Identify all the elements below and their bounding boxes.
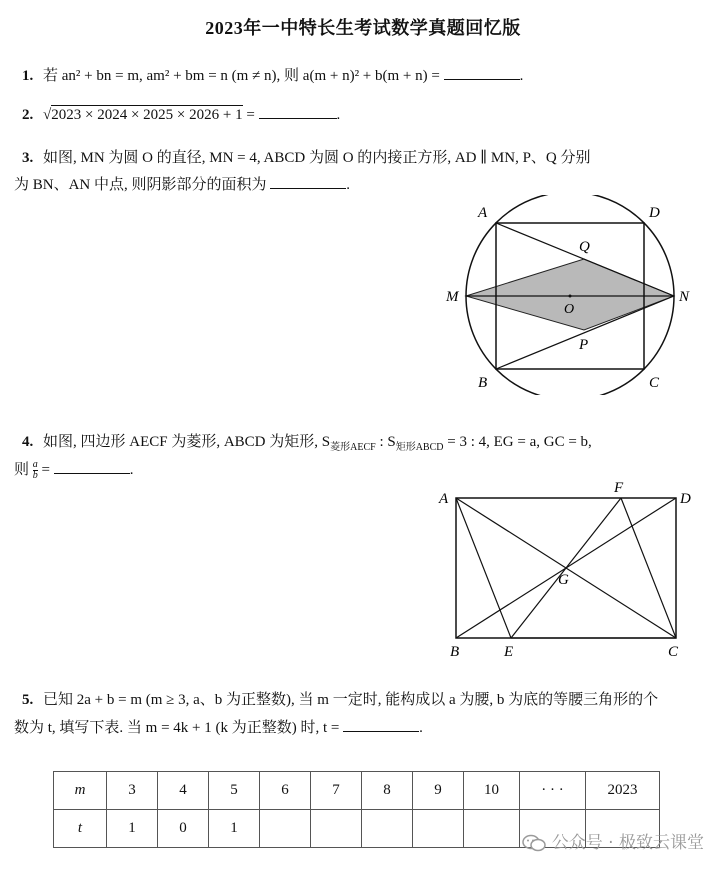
question-2: 2. √2023 × 2024 × 2025 × 2026 + 1 = .: [22, 104, 340, 124]
question-number: 4.: [22, 434, 34, 450]
question-text: 已知 2a + b = m (m ≥ 3, a、b 为正整数), 当 m 一定时, 能构成以 a 为腰, b 为底的等腰三角形的个: [43, 692, 659, 708]
question-1: 1. 若 an² + bn = m, am² + bm = n (m ≠ n), 则 a(m + n)² + b(m + n) = .: [22, 64, 523, 85]
table-cell: [311, 810, 362, 848]
table-cell: 1: [209, 810, 260, 848]
question-text: 如图, MN 为圆 O 的直径, MN = 4, ABCD 为圆 O 的内接正方形, AD ∥ MN, P、Q 分别: [43, 150, 591, 166]
table-cell: 9: [413, 772, 464, 810]
label-m: M: [446, 289, 459, 305]
question-5-line-1: [22, 688, 658, 709]
table-cell: 5: [209, 772, 260, 810]
table-cell: 8: [362, 772, 413, 810]
segment-ae: [456, 498, 511, 638]
answer-blank: [444, 65, 520, 80]
label-p: P: [579, 337, 589, 353]
table-cell: [464, 810, 520, 848]
circle-square-figure: [436, 195, 706, 395]
table-cell: [260, 810, 311, 848]
watermark: [522, 828, 704, 853]
question-3-line-2: 为 BN、AN 中点, 则阴影部分的面积为 .: [14, 173, 350, 194]
label-n: N: [679, 289, 690, 305]
label-d: D: [680, 491, 691, 507]
label-o: O: [564, 302, 575, 317]
answer-blank: [259, 104, 337, 119]
answer-blank: [270, 174, 346, 189]
sqrt-sign: √: [43, 107, 52, 123]
answer-blank: [54, 459, 130, 474]
table-cell: [413, 810, 464, 848]
label-a: A: [478, 205, 488, 221]
label-e: E: [504, 644, 514, 660]
subscript-rhombus: 菱形AECF: [330, 442, 376, 453]
question-number: 5.: [22, 692, 34, 708]
question-number: 2.: [22, 107, 34, 123]
watermark-text: 公众号 · 极致云课堂: [551, 833, 704, 853]
label-a: A: [439, 491, 449, 507]
question-3-line-1: [22, 146, 591, 167]
question-number: 3.: [22, 150, 34, 166]
question-text: 为 BN、AN 中点, 则阴影部分的面积为: [14, 177, 267, 193]
label-d: D: [649, 205, 660, 221]
page-title: 2023年一中特长生考试数学真题回忆版: [205, 18, 521, 38]
wechat-icon: [522, 834, 546, 852]
table-cell: 2023: [586, 772, 660, 810]
question-number: 1.: [22, 68, 34, 84]
label-c: C: [649, 375, 660, 391]
rectangle-rhombus-figure: [436, 476, 706, 666]
table-cell: 0: [158, 810, 209, 848]
table-cell: 3: [107, 772, 158, 810]
answer-blank: [343, 717, 419, 732]
table-cell: · · ·: [520, 772, 586, 810]
question-text: 数为 t, 填写下表. 当 m = 4k + 1 (k 为正整数) 时, t =: [14, 720, 340, 736]
label-b: B: [450, 644, 460, 660]
label-q: Q: [579, 239, 590, 255]
fraction-a-over-b: $\frac{a}{b}$: [32, 459, 38, 482]
label-b: B: [478, 375, 488, 391]
table-cell: 1: [107, 810, 158, 848]
question-4-line-2: 则 $\frac{a}{b}$ = .: [14, 459, 134, 482]
label-f: F: [614, 480, 624, 496]
table-cell: m: [54, 772, 107, 810]
table-cell: 10: [464, 772, 520, 810]
table-cell: 7: [311, 772, 362, 810]
question-5-line-2: 数为 t, 填写下表. 当 m = 4k + 1 (k 为正整数) 时, t = .: [14, 716, 423, 737]
center-point: [569, 295, 572, 298]
question-text: 如图, 四边形 AECF 为菱形, ABCD 为矩形, S: [43, 434, 331, 450]
segment-fc: [621, 498, 676, 638]
label-g: G: [558, 572, 569, 588]
question-text: 若 an² + bn = m, am² + bm = n (m ≠ n), 则 a(m + n)² + b(m + n) =: [43, 68, 440, 84]
table-cell: 6: [260, 772, 311, 810]
label-c: C: [668, 644, 679, 660]
table-cell: 4: [158, 772, 209, 810]
question-4-line-1: 4. 如图, 四边形 AECF 为菱形, ABCD 为矩形, $S_{菱形AECF}$ : $S_{矩形ABCD} = 3$ : 4, EG = a, GC = b,: [22, 434, 592, 453]
subscript-rectangle: 矩形ABCD: [395, 442, 444, 453]
table-cell: [362, 810, 413, 848]
radicand: 2023 × 2024 × 2025 × 2026 + 1: [51, 107, 243, 123]
table-cell: t: [54, 810, 107, 848]
table-row-m: [54, 772, 660, 810]
